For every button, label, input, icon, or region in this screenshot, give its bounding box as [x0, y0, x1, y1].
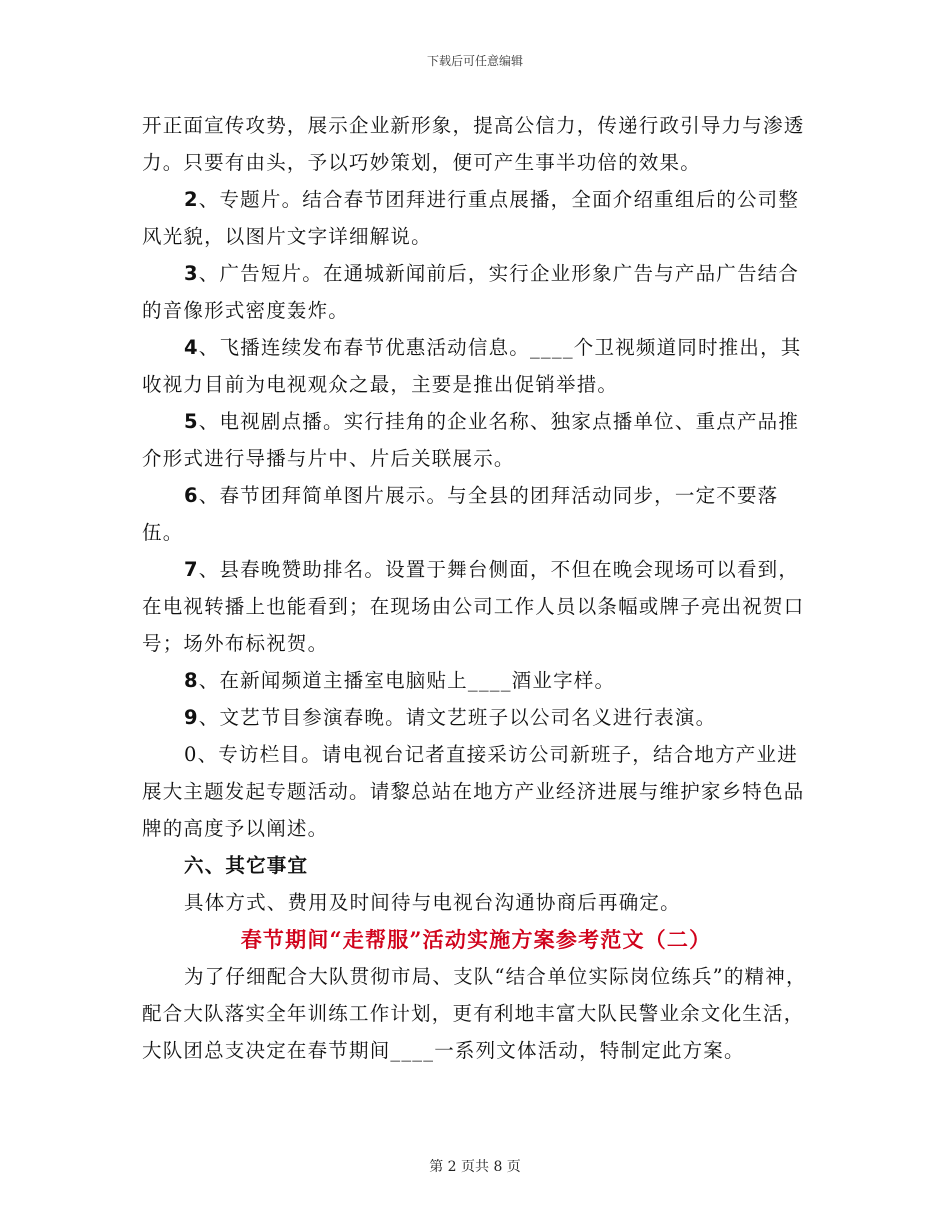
list-item-5: [142, 403, 810, 477]
document-body: [142, 107, 810, 1069]
item-number: 8: [184, 669, 199, 692]
item-number: 7: [184, 558, 199, 581]
paragraph-continuation: 开正面宣传攻势，展示企业新形象，提高公信力，传递行政引导力与渗透力。只要有由头，予以巧妙策划，便可产生事半功倍的效果。: [142, 114, 805, 174]
list-item-10: [142, 736, 810, 847]
intro-paragraph: 为了仔细配合大队贯彻市局、支队“结合单位实际岗位练兵”的精神，配合大队落实全年训练工作计划，更有利地丰富大队民警业余文化生活，大队团总支决定在春节期间____一系列文体活动，特制定此方案。: [142, 965, 807, 1062]
item-text: 、专访栏目。请电视台记者直接采访公司新班子，结合地方产业进展大主题发起专题活动。请黎总站在地方产业经济进展与维护家乡特色品牌的高度予以阐述。: [142, 743, 805, 840]
list-item-6: [142, 477, 810, 551]
item-text: 、飞播连续发布春节优惠活动信息。____个卫视频道同时推出，其收视力目前为电视观众之最，主要是推出促销举措。: [142, 336, 802, 396]
item-number: 2: [184, 188, 199, 211]
list-item-2: [142, 181, 810, 255]
item-text: 、专题片。结合春节团拜进行重点展播，全面介绍重组后的公司整风光貌，以图片文字详细解说。: [142, 188, 800, 248]
item-text: 、春节团拜简单图片展示。与全县的团拜活动同步，一定不要落伍。: [142, 484, 779, 544]
page-header: 下载后可任意编辑: [426, 54, 523, 68]
page-footer: 第 2 页共 8 页: [429, 1159, 521, 1175]
item-number: 5: [184, 410, 199, 433]
list-item-8: [142, 662, 810, 699]
item-number: 0: [184, 743, 198, 766]
item-number: 4: [184, 336, 199, 359]
item-number: 6: [184, 484, 199, 507]
section-text: 具体方式、费用及时间待与电视台沟通协商后再确定。: [184, 891, 681, 914]
item-text: 、文艺节目参演春晚。请文艺班子以公司名义进行表演。: [198, 706, 717, 729]
item-text: 、广告短片。在通城新闻前后，实行企业形象广告与产品广告结合的音像形式密度轰炸。: [142, 262, 800, 322]
list-item-9: [142, 699, 810, 736]
item-text: 、电视剧点播。实行挂角的企业名称、独家点播单位、重点产品推介形式进行导播与片中、片后关联展示。: [142, 410, 800, 470]
item-number: 9: [184, 706, 199, 729]
list-item-4: [142, 329, 810, 403]
document-title: 春节期间“走帮服”活动实施方案参考范文（二）: [240, 927, 712, 952]
item-text: 、在新闻频道主播室电脑贴上____酒业字样。: [198, 669, 616, 692]
item-text: 、县春晚赞助排名。设置于舞台侧面，不但在晚会现场可以看到，在电视转播上也能看到；在现场由公司工作人员以条幅或牌子亮出祝贺口号；场外布标祝贺。: [142, 558, 805, 655]
item-number: 3: [184, 262, 199, 285]
list-item-3: [142, 255, 810, 329]
list-item-7: [142, 551, 810, 662]
section-heading: 六、其它事宜: [184, 854, 309, 877]
